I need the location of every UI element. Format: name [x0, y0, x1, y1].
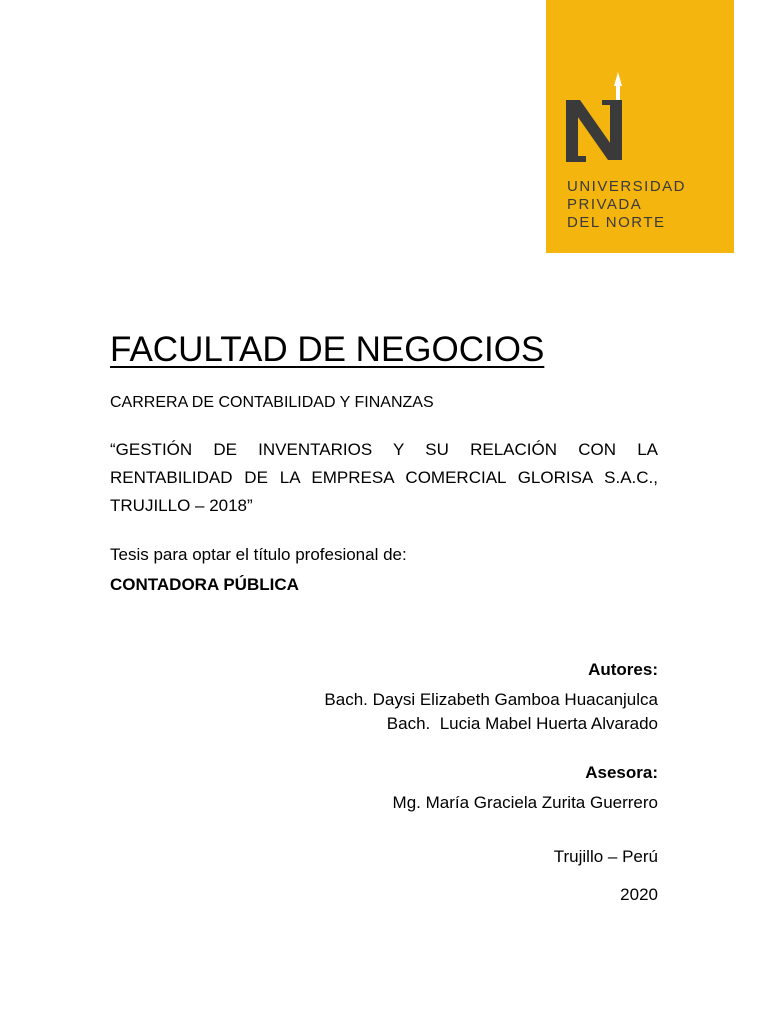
- advisor-heading: Asesora:: [585, 763, 658, 782]
- advisor-name: Mg. María Graciela Zurita Guerrero: [392, 793, 658, 812]
- university-n-emblem-icon: [566, 72, 628, 168]
- logo-line-1: UNIVERSIDAD: [567, 178, 687, 195]
- authors-heading: Autores:: [588, 660, 658, 679]
- career-name: CARRERA DE CONTABILIDAD Y FINANZAS: [110, 394, 434, 411]
- star-icon: [614, 72, 622, 86]
- author-2: Bach. Lucia Mabel Huerta Alvarado: [386, 714, 658, 733]
- degree-intro: Tesis para optar el título profesional de:: [110, 545, 407, 564]
- thesis-title: “GESTIÓN DE INVENTARIOS Y SU RELACIÓN CON LA RENTABILIDAD DE LA EMPRESA COMERCIAL GLORISA S.A.C., TRUJILLO – 2018”: [110, 440, 658, 515]
- degree-name: CONTADORA PÚBLICA: [110, 575, 299, 594]
- author-1: Bach. Daysi Elizabeth Gamboa Huacanjulca: [324, 690, 658, 709]
- place: Trujillo – Perú: [553, 847, 658, 866]
- logo-text: [567, 178, 731, 232]
- year: 2020: [620, 885, 658, 904]
- faculty-heading: FACULTAD DE NEGOCIOS: [110, 330, 545, 369]
- university-logo: [546, 0, 734, 253]
- logo-line-3: DEL NORTE: [567, 214, 666, 231]
- logo-line-2: PRIVADA: [567, 196, 643, 213]
